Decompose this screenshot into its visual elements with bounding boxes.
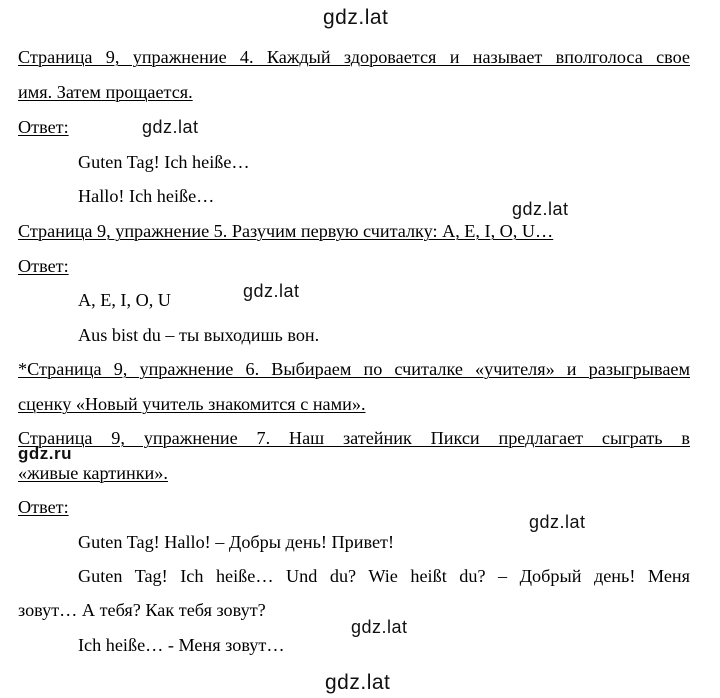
answer-line: Guten Tag! Ich heiße…: [78, 152, 250, 172]
watermark-ru: gdz.ru: [18, 444, 72, 463]
exercise-6-task-cont: сценку «Новый учитель знакомится с нами».: [18, 394, 366, 414]
exercise-4-task: Страница 9, упражнение 4. Каждый здоровается и называет вполголоса свое: [18, 47, 690, 67]
answer-line: Guten Tag! Ich heiße… Und du? Wie heißt du? – Добрый день! Меня: [78, 566, 690, 586]
watermark-top: gdz.lat: [323, 6, 389, 29]
answer-label: Ответ:: [18, 497, 69, 517]
watermark: gdz.lat: [529, 512, 586, 532]
answer-line: Ich heiße… - Меня зовут…: [78, 635, 285, 655]
watermark: gdz.lat: [351, 617, 408, 637]
watermark: gdz.lat: [512, 199, 569, 219]
watermark: gdz.lat: [243, 281, 300, 301]
exercise-4-task-cont: имя. Затем прощается.: [18, 82, 193, 102]
watermark-bottom: gdz.lat: [325, 671, 391, 694]
exercise-5-task: Страница 9, упражнение 5. Разучим первую считалку: A, E, I, O, U…: [18, 221, 554, 241]
answer-label: Ответ:: [18, 256, 69, 276]
answer-line: A, E, I, O, U: [78, 290, 171, 310]
answer-line-cont: зовут… А тебя? Как тебя зовут?: [18, 600, 266, 620]
answer-label: Ответ:: [18, 117, 69, 137]
answer-line: Hallo! Ich heiße…: [78, 186, 215, 206]
answer-line: Aus bist du – ты выходишь вон.: [78, 325, 320, 345]
exercise-7-task-cont: «живые картинки».: [18, 463, 168, 483]
watermark: gdz.lat: [142, 117, 199, 137]
exercise-7-task: Страница 9, упражнение 7. Наш затейник Пикси предлагает сыграть в: [18, 428, 690, 448]
answer-line: Guten Tag! Hallo! – Добры день! Привет!: [78, 532, 395, 552]
exercise-6-task: *Страница 9, упражнение 6. Выбираем по считалке «учителя» и разыгрываем: [18, 359, 690, 379]
